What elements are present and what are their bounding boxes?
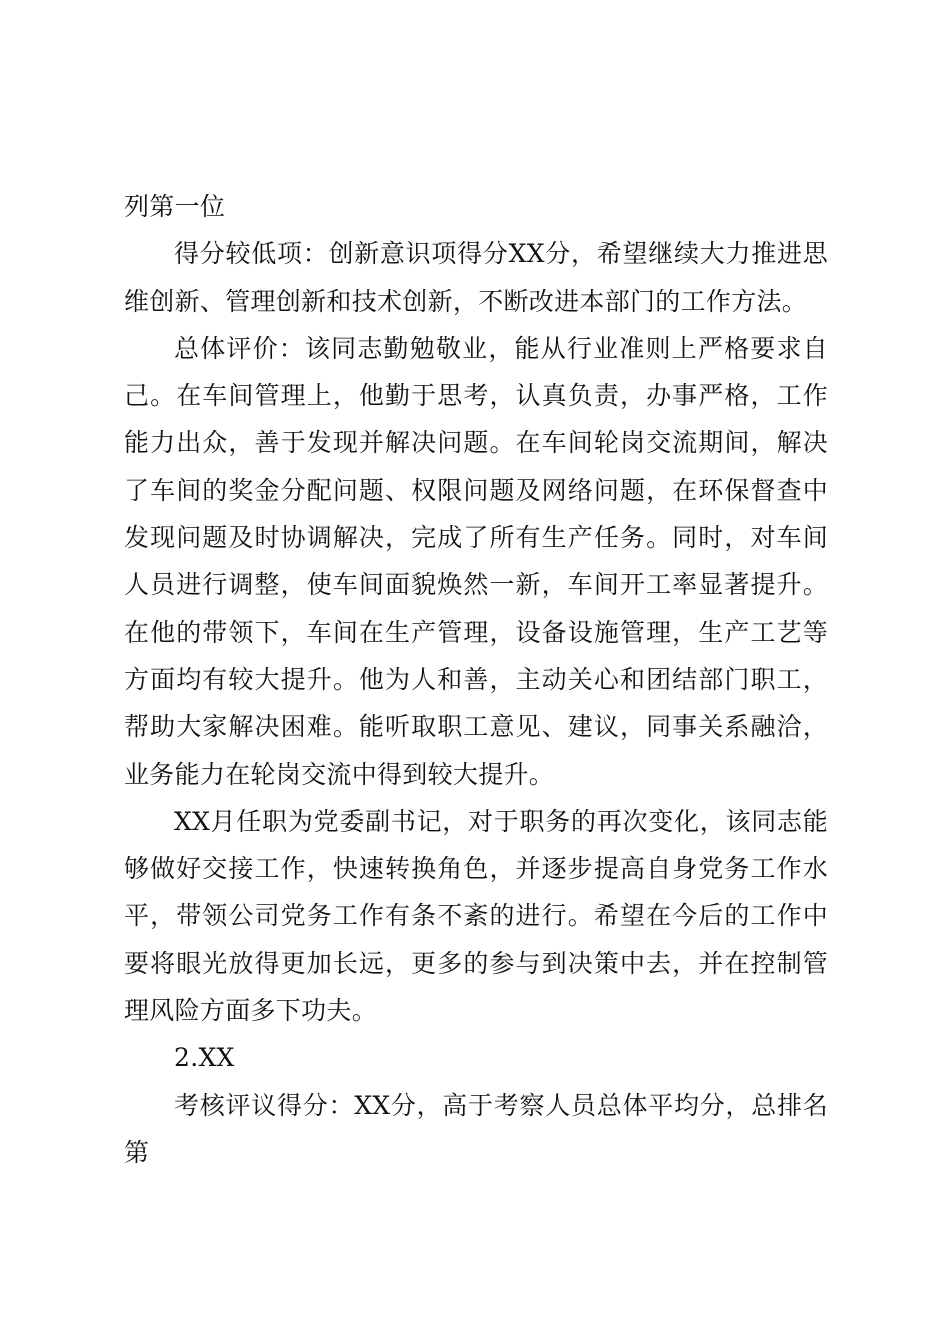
section-heading-2: 2.XX — [174, 1043, 235, 1073]
paragraph-assessment-score: 考核评议得分：XX分，高于考察人员总体平均分，总排名第 — [124, 1090, 828, 1167]
paragraph-low-score-item: 得分较低项：创新意识项得分XX分，希望继续大力推进思维创新、管理创新和技术创新，不断改进本部门的工作方法。 — [124, 239, 828, 316]
paragraph-ranking-continuation: 列第一位 — [124, 192, 226, 221]
document-body — [124, 183, 828, 1176]
paragraph-overall-evaluation: 总体评价：该同志勤勉敬业，能从行业准则上严格要求自己。在车间管理上，他勤于思考，认真负责，办事严格，工作能力出众，善于发现并解决问题。在车间轮岗交流期间，解决了车间的奖金分配问题、权限问题及网络问题，在环保督查中发现问题及时协调解决，完成了所有生产任务。同时，对车间人员进行调整，使车间面貌焕然一新，车间开工率显著提升。在他的带领下，车间在生产管理，设备设施管理，生产工艺等方面均有较大提升。他为人和善，主动关心和团结部门职工，帮助大家解决困难。能听取职工意见、建议，同事关系融洽，业务能力在轮岗交流中得到较大提升。 — [124, 333, 828, 789]
paragraph-role-change: XX月任职为党委副书记，对于职务的再次变化，该同志能够做好交接工作，快速转换角色，并逐步提高自身党务工作水平，带领公司党务工作有条不紊的进行。希望在今后的工作中要将眼光放得更加长远，更多的参与到决策中去，并在控制管理风险方面多下功夫。 — [124, 806, 828, 1026]
